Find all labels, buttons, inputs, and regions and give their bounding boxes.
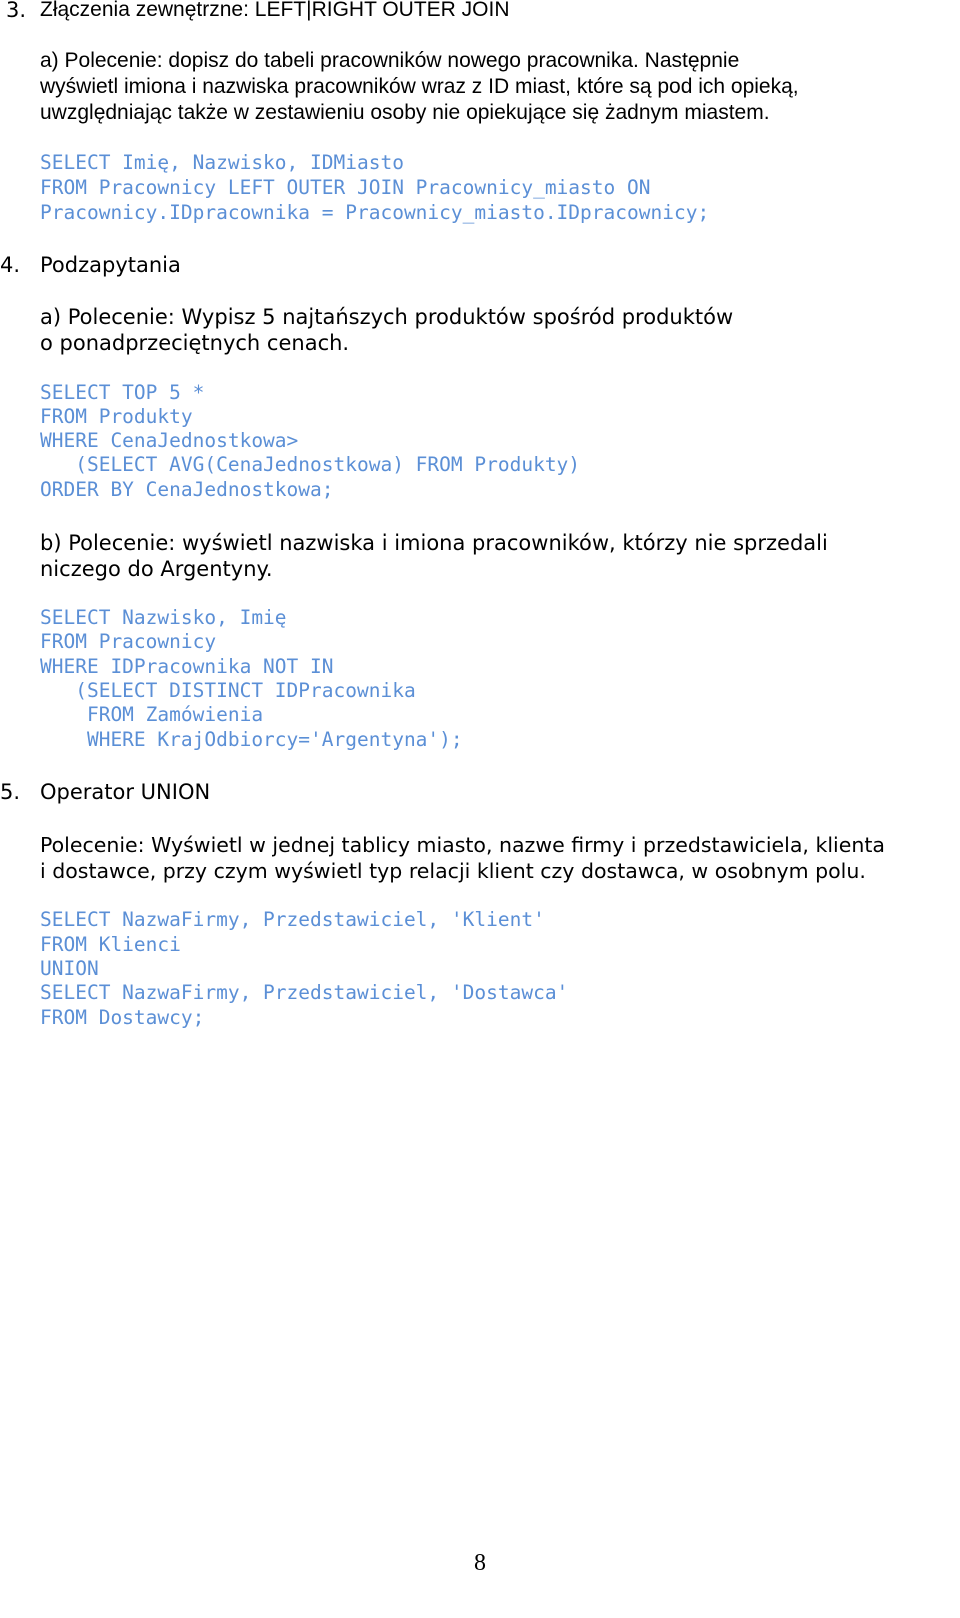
section-4-task-a-line-2: o ponadprzeciętnych cenach. [40, 331, 350, 355]
section-4-a-code-line-5: ORDER BY CenaJednostkowa; [40, 478, 334, 501]
section-4-heading: Podzapytania [40, 253, 181, 277]
section-5-code-line-4: SELECT NazwaFirmy, Przedstawiciel, 'Dostawca' [40, 981, 569, 1004]
section-3-code-line-1: SELECT Imię, Nazwisko, IDMiasto [40, 151, 404, 174]
section-3-code-line-3: Pracownicy.IDpracownika = Pracownicy_miasto.IDpracownicy; [40, 201, 710, 224]
section-4-task-b-line-1: b) Polecenie: wyświetl nazwiska i imiona pracowników, którzy nie sprzedali [40, 531, 828, 555]
section-4-b-code-line-3: WHERE IDPracownika NOT IN [40, 655, 334, 678]
section-4-b-code-line-2: FROM Pracownicy [40, 630, 217, 653]
section-4-b-code-line-5: FROM Zamówienia [40, 703, 264, 726]
section-3-task-a-line-3: uwzględniając także w zestawieniu osoby nie opiekujące się żadnym miastem. [40, 101, 770, 124]
section-3-task-a-line-1: a) Polecenie: dopisz do tabeli pracowników nowego pracownika. Następnie [40, 49, 740, 72]
section-5-heading: Operator UNION [40, 780, 211, 804]
section-4-b-code-line-4: (SELECT DISTINCT IDPracownika [40, 679, 416, 702]
section-5-code-line-5: FROM Dostawcy; [40, 1006, 205, 1029]
section-5-code-line-1: SELECT NazwaFirmy, Przedstawiciel, 'Klient' [40, 908, 545, 931]
section-4-b-code-line-6: WHERE KrajOdbiorcy='Argentyna'); [40, 728, 463, 751]
section-3-task-a-line-2: wyświetl imiona i nazwiska pracowników wraz z ID miast, które są pod ich opieką, [40, 75, 799, 98]
section-4-b-code-line-1: SELECT Nazwisko, Imię [40, 606, 287, 629]
section-4-a-code-line-1: SELECT TOP 5 * [40, 381, 205, 404]
section-3-number: 3. [6, 0, 27, 22]
section-5-number: 5. [0, 780, 21, 804]
section-4-task-a-line-1: a) Polecenie: Wypisz 5 najtańszych produktów spośród produktów [40, 305, 734, 329]
section-3-code-line-2: FROM Pracownicy LEFT OUTER JOIN Pracownicy_miasto ON [40, 176, 651, 199]
section-4-a-code-line-4: (SELECT AVG(CenaJednostkowa) FROM Produkty) [40, 453, 581, 476]
section-5-code-line-3: UNION [40, 957, 99, 980]
section-3-heading: Złączenia zewnętrzne: LEFT|RIGHT OUTER JOIN [40, 0, 510, 21]
section-4-task-b-line-2: niczego do Argentyny. [40, 557, 273, 581]
section-4-a-code-line-3: WHERE CenaJednostkowa> [40, 429, 299, 452]
section-5-code-line-2: FROM Klienci [40, 933, 181, 956]
section-5-task-line-2: i dostawce, przy czym wyświetl typ relacji klient czy dostawca, w osobnym polu. [40, 859, 866, 883]
page-number: 8 [474, 1550, 486, 1576]
section-4-number: 4. [0, 253, 21, 277]
section-5-task-line-1: Polecenie: Wyświetl w jednej tablicy miasto, nazwe firmy i przedstawiciela, klienta [40, 833, 885, 857]
section-4-a-code-line-2: FROM Produkty [40, 405, 193, 428]
